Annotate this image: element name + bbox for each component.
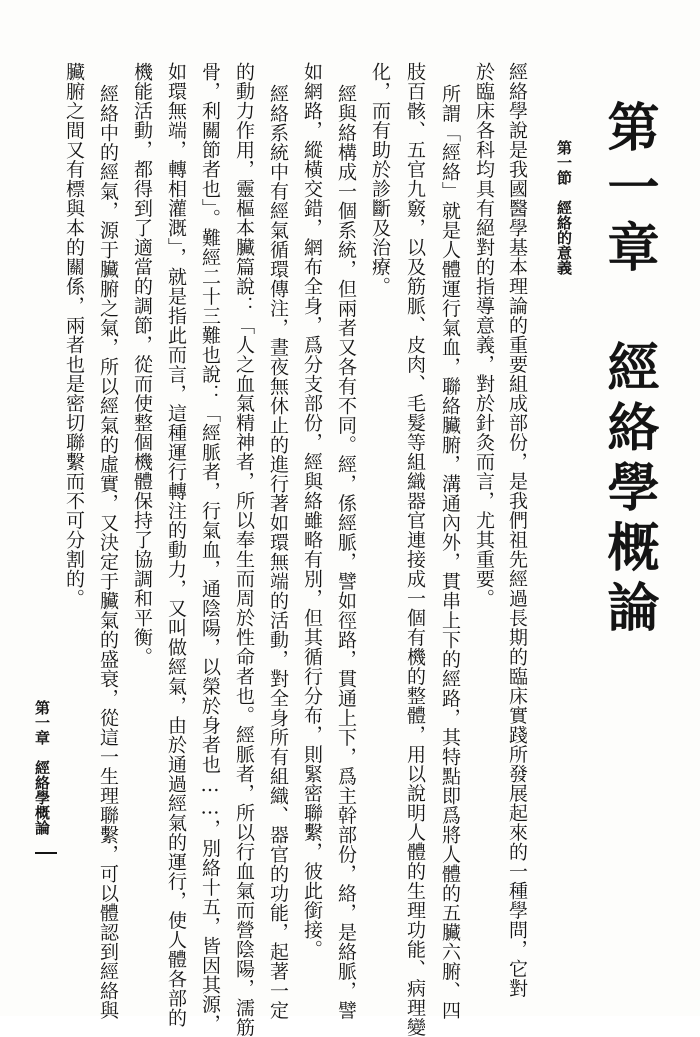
- page-number: [35, 852, 57, 854]
- text-column: 臟腑之間又有標與本的關係，兩者也是密切聯繫而不可分割的。: [63, 62, 85, 608]
- text-column: 經絡系統中有經氣循環傳注，晝夜無休止的進行著如環無端的活動，對全身所有組織、器官的功能，起著一定: [267, 84, 289, 1020]
- text-column: 的動力作用，靈樞本臟篇說：「人之血氣精神者，所以奉生而周於性命者也。經脈者，所以行血氣而營陰陽，濡筋: [233, 62, 255, 1037]
- chapter-title: 第一章 經絡學概論: [598, 100, 658, 640]
- text-column: 如網路，縱橫交錯，網布全身，爲分支部份，經與絡雖略有別，但其循行分布，則緊密聯繫，彼此銜接。: [301, 62, 323, 959]
- text-column: 肢百骸、五官九竅，以及筋脈、皮肉、毛髮等組織器官連接成一個有機的整體，用以說明人體的生理功能、病理變: [404, 62, 426, 1037]
- running-footer: 第一章 經絡學概論: [33, 700, 51, 835]
- section-title: 第一節 經絡的意義: [555, 140, 573, 275]
- text-column: 經與絡構成一個系統，但兩者又各有不同。經，係經脈，譬如徑路，貫通上下，爲主幹部份，絡，是絡脈，譬: [335, 84, 357, 1020]
- text-column: 骨，利關節者也」。難經二十三難也說：「經脈者，行氣血，通陰陽，以榮於身者也……，別絡十五，皆因其源，: [199, 62, 221, 1034]
- text-column: 經絡學說是我國醫學基本理論的重要組成部份，是我們祖先經過長期的臨床實踐所發展起來的一種學問，它對: [506, 62, 528, 998]
- text-column: 於臨床各科均具有絕對的指導意義，對於針灸而言，尤其重要。: [473, 62, 495, 608]
- text-column: 如環無端，轉相灌溉」，就是指此而言，這種運行轉注的動力，又叫做經氣，由於通過經氣的運行，使人體各部的: [165, 62, 187, 1028]
- text-column: 化，而有助於診斷及治療。: [369, 62, 391, 296]
- text-column: 機能活動，都得到了適當的調節，從而使整個機體保持了協調和平衡。: [131, 62, 153, 667]
- text-column: 經絡中的經氣，源于臟腑之氣，所以經氣的虛實，又決定于臟氣的盛衰，從這一生理聯繫，可以體認到經絡與: [97, 84, 119, 1020]
- text-column: 所謂「經絡」就是人體運行氣血，聯絡臟腑，溝通內外，貫串上下的經路，其特點即爲將人體的五臟六腑、四: [439, 84, 461, 1020]
